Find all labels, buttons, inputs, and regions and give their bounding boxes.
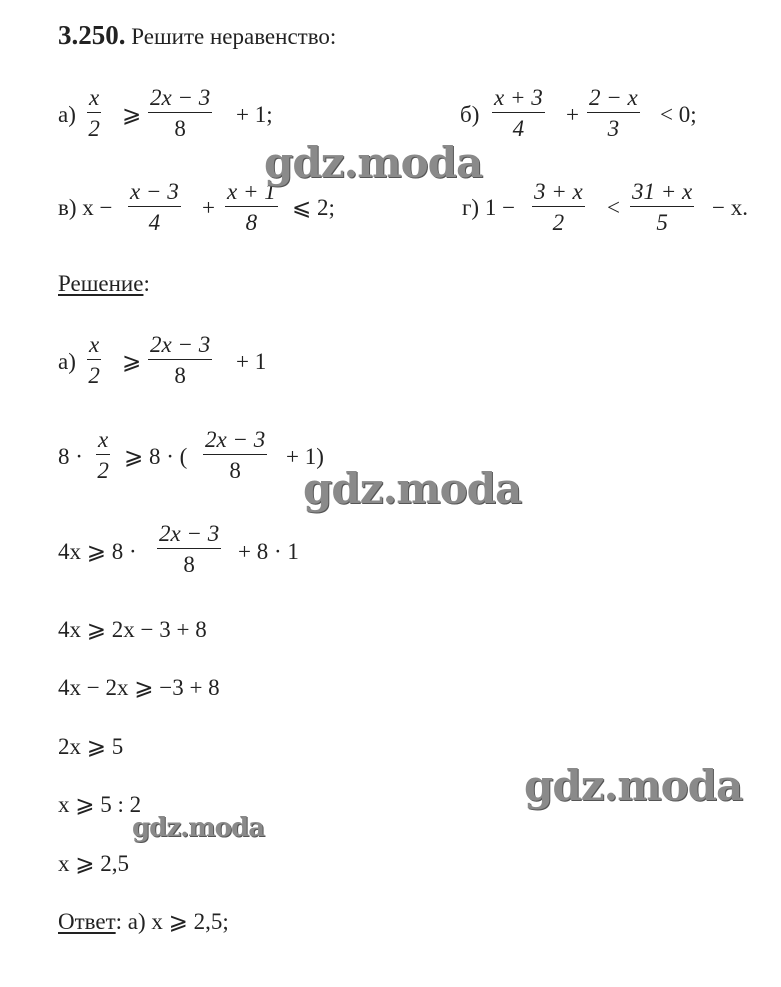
expression-tail: + 1; bbox=[236, 102, 273, 127]
expression-tail: + 1 bbox=[236, 349, 267, 374]
answer-label: Ответ bbox=[58, 909, 116, 934]
expression-lead: 8 · bbox=[58, 444, 83, 469]
expression-tail: − x. bbox=[712, 195, 748, 220]
expression-middle: ⩾ 8 · ( bbox=[124, 444, 188, 469]
fraction: x − 3 4 bbox=[130, 179, 179, 235]
fraction: 2x − 3 8 bbox=[159, 521, 220, 577]
watermark: gdz.moda bbox=[132, 813, 265, 843]
solution-step-5: 4x − 2x ⩾ −3 + 8 bbox=[58, 675, 220, 700]
item-label: а) bbox=[58, 102, 76, 127]
fraction: 2 − x 3 bbox=[589, 85, 638, 141]
solution-step-8: x ⩾ 2,5 bbox=[58, 851, 130, 876]
operator: < bbox=[607, 195, 620, 220]
operator: ⩾ bbox=[122, 349, 142, 374]
fraction: x + 3 4 bbox=[494, 85, 543, 141]
fraction: x 2 bbox=[88, 85, 100, 141]
fraction: 2x − 3 8 bbox=[150, 85, 211, 141]
task-title: Решите неравенство: bbox=[131, 24, 337, 49]
item-label: г) 1 − bbox=[462, 195, 516, 220]
fraction: 3 + x 2 bbox=[534, 179, 583, 235]
expression-lead: 4x ⩾ 8 · bbox=[58, 539, 137, 564]
solution-step-7: x ⩾ 5 : 2 bbox=[58, 792, 142, 817]
expression-tail: + 8 · 1 bbox=[238, 539, 299, 564]
expression-tail: ⩽ 2; bbox=[292, 195, 335, 220]
task-header bbox=[58, 22, 336, 49]
item-label: а) bbox=[58, 349, 76, 374]
fraction: 31 + x 5 bbox=[632, 179, 693, 235]
solution-step-6: 2x ⩾ 5 bbox=[58, 734, 124, 759]
item-label: б) bbox=[460, 102, 480, 127]
expression-tail: < 0; bbox=[660, 102, 697, 127]
fraction: 2x − 3 8 bbox=[150, 332, 211, 388]
watermark: gdz.moda bbox=[303, 464, 522, 513]
task-number: 3.250. bbox=[58, 20, 126, 50]
operator: ⩾ bbox=[122, 102, 142, 127]
operator: + bbox=[202, 195, 215, 220]
fraction: x + 1 8 bbox=[227, 179, 276, 235]
expression-tail: + 1) bbox=[286, 444, 324, 469]
answer bbox=[58, 910, 229, 933]
item-label: в) x − bbox=[58, 195, 113, 220]
fraction: x 2 bbox=[97, 427, 109, 483]
watermark: gdz.moda bbox=[524, 761, 743, 810]
watermark: gdz.moda bbox=[264, 138, 483, 187]
answer-text: : а) x ⩾ 2,5; bbox=[115, 909, 229, 934]
solution-heading: Решение: bbox=[58, 271, 150, 296]
operator: + bbox=[566, 102, 579, 127]
fraction: x 2 bbox=[88, 332, 100, 388]
solution-step-4: 4x ⩾ 2x − 3 + 8 bbox=[58, 617, 207, 642]
fraction: 2x − 3 8 bbox=[205, 427, 266, 483]
